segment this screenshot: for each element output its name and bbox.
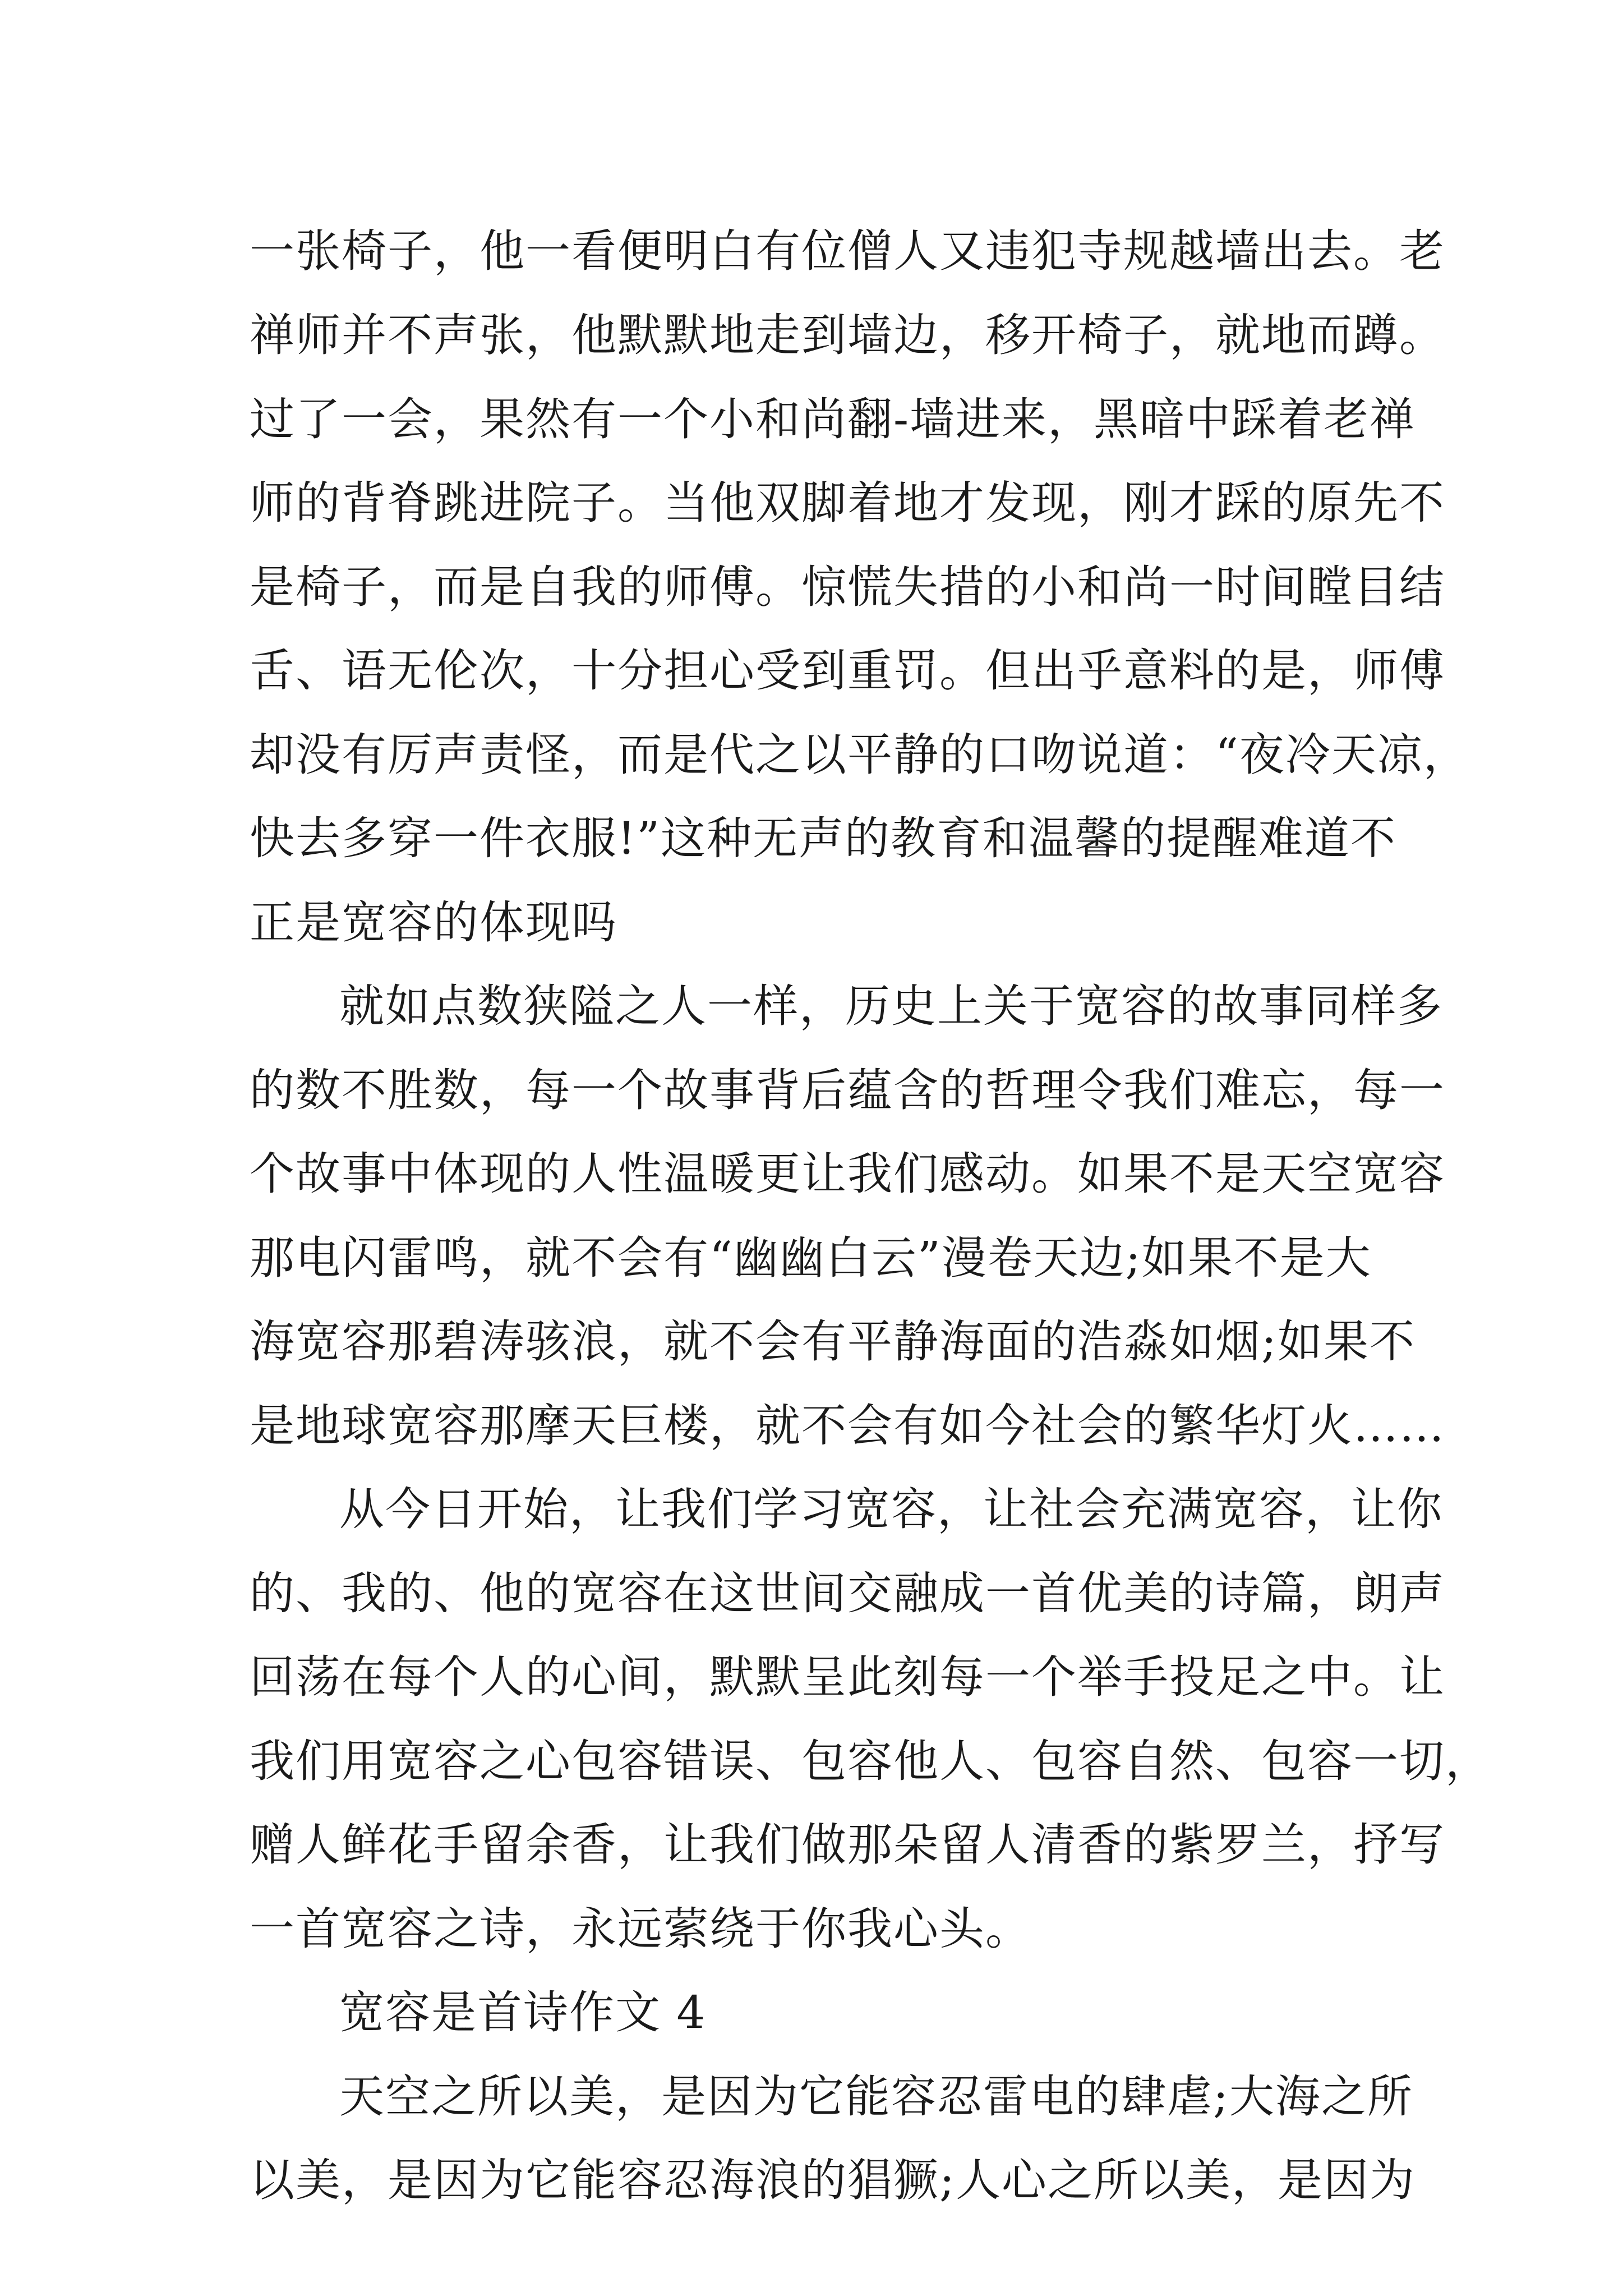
text-line: 海宽容那碧涛骇浪，就不会有平静海面的浩淼如烟;如果不 xyxy=(250,1315,1415,1368)
text-line: 过了一会，果然有一个小和尚翻-墙进来，黑暗中踩着老禅 xyxy=(250,393,1416,445)
text-line: 回荡在每个人的心间，默默呈此刻每一个举手投足之中。让 xyxy=(250,1651,1445,1703)
text-line: 一张椅子，他一看便明白有位僧人又违犯寺规越墙出去。老 xyxy=(250,225,1445,277)
text-line: 师的背脊跳进院子。当他双脚着地才发现，刚才踩的原先不 xyxy=(250,477,1445,529)
text-line: 禅师并不声张，他默默地走到墙边，移开椅子，就地而蹲。 xyxy=(250,309,1445,361)
text-line: 赠人鲜花手留余香，让我们做那朵留人清香的紫罗兰，抒写 xyxy=(250,1819,1445,1871)
paragraph-first-line: 天空之所以美，是因为它能容忍雷电的肆虐;大海之所 xyxy=(339,2070,1413,2123)
text-line: 一首宽容之诗，永远萦绕于你我心头。 xyxy=(250,1903,1031,1955)
text-line: 舌、语无伦次，十分担心受到重罚。但出乎意料的是，师傅 xyxy=(250,645,1445,697)
section-heading: 宽容是首诗作文 4 xyxy=(339,1986,707,2039)
paragraph-first-line: 从今日开始，让我们学习宽容，让社会充满宽容，让你 xyxy=(339,1483,1443,1535)
text-line: 的、我的、他的宽容在这世间交融成一首优美的诗篇，朗声 xyxy=(250,1567,1445,1619)
text-line: 以美，是因为它能容忍海浪的猖獗;人心之所以美，是因为 xyxy=(250,2154,1415,2206)
text-line: 那电闪雷鸣，就不会有“幽幽白云”漫卷天边;如果不是大 xyxy=(250,1232,1372,1284)
paragraph-first-line: 就如点数狭隘之人一样，历史上关于宽容的故事同样多 xyxy=(339,980,1443,1032)
text-line: 正是宽容的体现吗 xyxy=(250,896,617,949)
text-line: 快去多穿一件衣服!”这种无声的教育和温馨的提醒难道不 xyxy=(250,812,1397,864)
text-line: 却没有厉声责怪，而是代之以平静的口吻说道：“夜冷天凉， xyxy=(250,729,1469,781)
text-line: 是地球宽容那摩天巨楼，就不会有如今社会的繁华灯火…… xyxy=(250,1400,1445,1452)
text-line: 是椅子，而是自我的师傅。惊慌失措的小和尚一时间瞠目结 xyxy=(250,561,1445,613)
text-line: 的数不胜数，每一个故事背后蕴含的哲理令我们难忘，每一 xyxy=(250,1064,1445,1116)
text-line: 我们用宽容之心包容错误、包容他人、包容自然、包容一切， xyxy=(250,1735,1491,1787)
text-line: 个故事中体现的人性温暖更让我们感动。如果不是天空宽容 xyxy=(250,1148,1445,1200)
